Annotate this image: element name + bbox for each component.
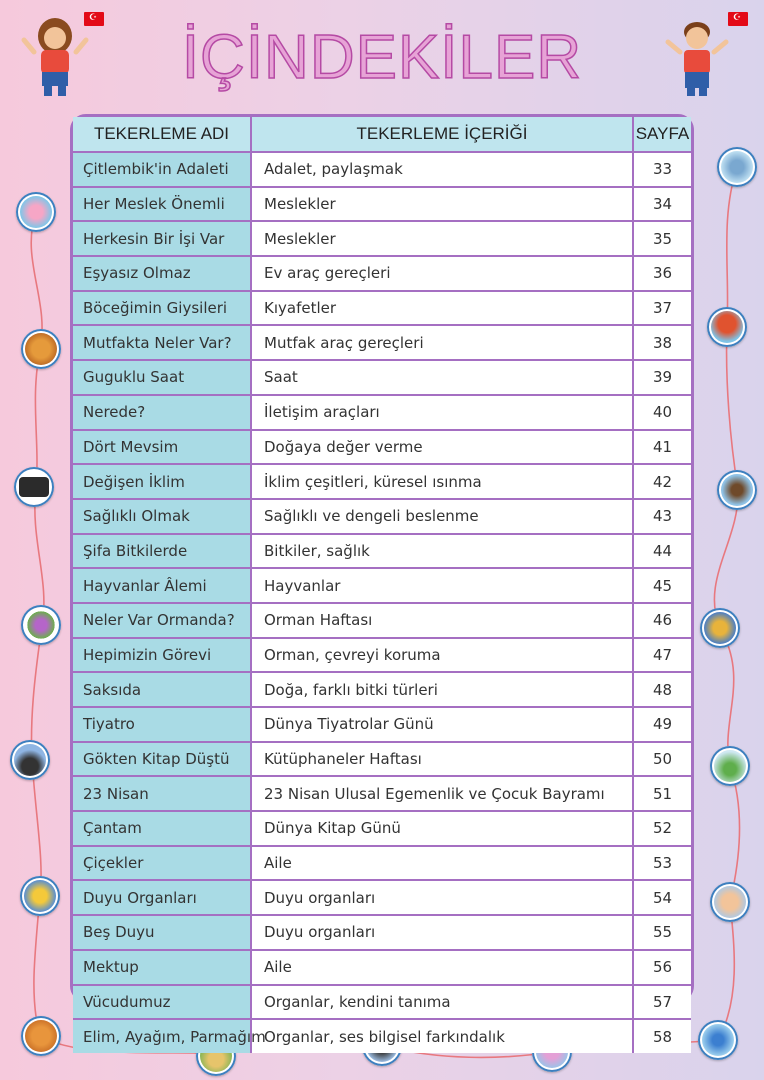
content-cell: Kütüphaneler Haftası — [251, 742, 633, 777]
page-cell: 38 — [633, 325, 691, 360]
table-row — [73, 811, 691, 846]
table-row — [73, 707, 691, 742]
girl-character-icon — [22, 14, 88, 100]
content-cell: Kıyafetler — [251, 291, 633, 326]
header-name: TEKERLEME ADI — [73, 117, 251, 152]
name-cell: Beş Duyu — [73, 915, 251, 950]
page-cell: 37 — [633, 291, 691, 326]
name-cell: Neler Var Ormanda? — [73, 603, 251, 638]
name-cell: Gökten Kitap Düştü — [73, 742, 251, 777]
name-cell: Böceğimin Giysileri — [73, 291, 251, 326]
name-cell: Çitlembik'in Adaleti — [73, 152, 251, 187]
page-cell: 58 — [633, 1019, 691, 1053]
table-header-row — [73, 117, 691, 152]
name-cell: Mektup — [73, 950, 251, 985]
content-cell: Orman, çevreyi koruma — [251, 638, 633, 673]
content-cell: İletişim araçları — [251, 395, 633, 430]
table-row — [73, 1019, 691, 1053]
fish-icon — [717, 147, 757, 187]
content-cell: Duyu organları — [251, 915, 633, 950]
television-icon — [14, 467, 54, 507]
table-row — [73, 152, 691, 187]
content-cell: Doğa, farklı bitki türleri — [251, 672, 633, 707]
content-cell: Mutfak araç gereçleri — [251, 325, 633, 360]
page-cell: 36 — [633, 256, 691, 291]
page-cell: 55 — [633, 915, 691, 950]
table-row — [73, 915, 691, 950]
page-cell: 49 — [633, 707, 691, 742]
content-cell: Meslekler — [251, 221, 633, 256]
table-row — [73, 464, 691, 499]
name-cell: Mutfakta Neler Var? — [73, 325, 251, 360]
header-page: SAYFA — [633, 117, 691, 152]
content-cell: Organlar, kendini tanıma — [251, 985, 633, 1020]
table-row — [73, 776, 691, 811]
page-cell: 57 — [633, 985, 691, 1020]
table-row — [73, 985, 691, 1020]
sapling-icon — [710, 746, 750, 786]
table-row — [73, 534, 691, 569]
running-kid-icon — [698, 1020, 738, 1060]
table-row — [73, 638, 691, 673]
kid-with-bag-icon — [700, 608, 740, 648]
content-cell: Ev araç gereçleri — [251, 256, 633, 291]
name-cell: Sağlıklı Olmak — [73, 499, 251, 534]
page-cell: 53 — [633, 846, 691, 881]
flower-pot-icon — [21, 605, 61, 645]
page-cell: 54 — [633, 880, 691, 915]
table-row — [73, 742, 691, 777]
page-cell: 34 — [633, 187, 691, 222]
content-cell: Dünya Tiyatrolar Günü — [251, 707, 633, 742]
name-cell: Nerede? — [73, 395, 251, 430]
hands-icon — [710, 882, 750, 922]
turkish-flag-icon — [84, 12, 104, 26]
page-cell: 39 — [633, 360, 691, 395]
page-cell: 40 — [633, 395, 691, 430]
page-cell: 45 — [633, 568, 691, 603]
name-cell: Saksıda — [73, 672, 251, 707]
contents-table — [70, 114, 694, 1046]
turkish-flag-icon — [728, 12, 748, 26]
name-cell: Duyu Organları — [73, 880, 251, 915]
name-cell: Guguklu Saat — [73, 360, 251, 395]
content-cell: İklim çeşitleri, küresel ısınma — [251, 464, 633, 499]
content-cell: 23 Nisan Ulusal Egemenlik ve Çocuk Bayramı — [251, 776, 633, 811]
name-cell: Hepimizin Görevi — [73, 638, 251, 673]
table-row — [73, 395, 691, 430]
name-cell: Şifa Bitkilerde — [73, 534, 251, 569]
table-row — [73, 221, 691, 256]
table-row — [73, 603, 691, 638]
table-row — [73, 325, 691, 360]
table-row — [73, 846, 691, 881]
balloon-icon — [707, 307, 747, 347]
name-cell: Elim, Ayağım, Parmağım — [73, 1019, 251, 1053]
content-cell: Orman Haftası — [251, 603, 633, 638]
sports-kid-icon — [20, 876, 60, 916]
page-cell: 48 — [633, 672, 691, 707]
page-cell: 52 — [633, 811, 691, 846]
table-row — [73, 291, 691, 326]
name-cell: Hayvanlar Âlemi — [73, 568, 251, 603]
content-cell: Aile — [251, 846, 633, 881]
name-cell: Eşyasız Olmaz — [73, 256, 251, 291]
header-content: TEKERLEME İÇERİĞİ — [251, 117, 633, 152]
page-cell: 42 — [633, 464, 691, 499]
content-cell: Adalet, paylaşmak — [251, 152, 633, 187]
ceiling-lamp-icon — [10, 740, 50, 780]
macarons-icon — [16, 192, 56, 232]
content-cell: Organlar, ses bilgisel farkındalık — [251, 1019, 633, 1053]
table-row — [73, 568, 691, 603]
page-cell: 35 — [633, 221, 691, 256]
table-row — [73, 880, 691, 915]
bread-basket-icon — [21, 329, 61, 369]
name-cell: Çiçekler — [73, 846, 251, 881]
content-cell: Bitkiler, sağlık — [251, 534, 633, 569]
name-cell: Herkesin Bir İşi Var — [73, 221, 251, 256]
content-cell: Sağlıklı ve dengeli beslenme — [251, 499, 633, 534]
name-cell: Her Meslek Önemli — [73, 187, 251, 222]
content-cell: Aile — [251, 950, 633, 985]
windy-tree-icon — [717, 470, 757, 510]
name-cell: Değişen İklim — [73, 464, 251, 499]
name-cell: Dört Mevsim — [73, 430, 251, 465]
croissant-icon — [21, 1016, 61, 1056]
name-cell: Vücudumuz — [73, 985, 251, 1020]
table-row — [73, 950, 691, 985]
page-cell: 51 — [633, 776, 691, 811]
page-cell: 47 — [633, 638, 691, 673]
name-cell: Tiyatro — [73, 707, 251, 742]
page-cell: 43 — [633, 499, 691, 534]
content-cell: Meslekler — [251, 187, 633, 222]
name-cell: 23 Nisan — [73, 776, 251, 811]
page-cell: 33 — [633, 152, 691, 187]
page-cell: 44 — [633, 534, 691, 569]
page-cell: 41 — [633, 430, 691, 465]
page-cell: 46 — [633, 603, 691, 638]
page-cell: 56 — [633, 950, 691, 985]
content-cell: Saat — [251, 360, 633, 395]
table-row — [73, 672, 691, 707]
content-cell: Duyu organları — [251, 880, 633, 915]
table-row — [73, 430, 691, 465]
name-cell: Çantam — [73, 811, 251, 846]
content-cell: Hayvanlar — [251, 568, 633, 603]
page-title: İÇİNDEKİLER — [181, 23, 583, 92]
table-row — [73, 187, 691, 222]
content-cell: Dünya Kitap Günü — [251, 811, 633, 846]
table-row — [73, 256, 691, 291]
table-row — [73, 360, 691, 395]
boy-character-icon — [664, 14, 730, 100]
page-cell: 50 — [633, 742, 691, 777]
content-cell: Doğaya değer verme — [251, 430, 633, 465]
table-row — [73, 499, 691, 534]
